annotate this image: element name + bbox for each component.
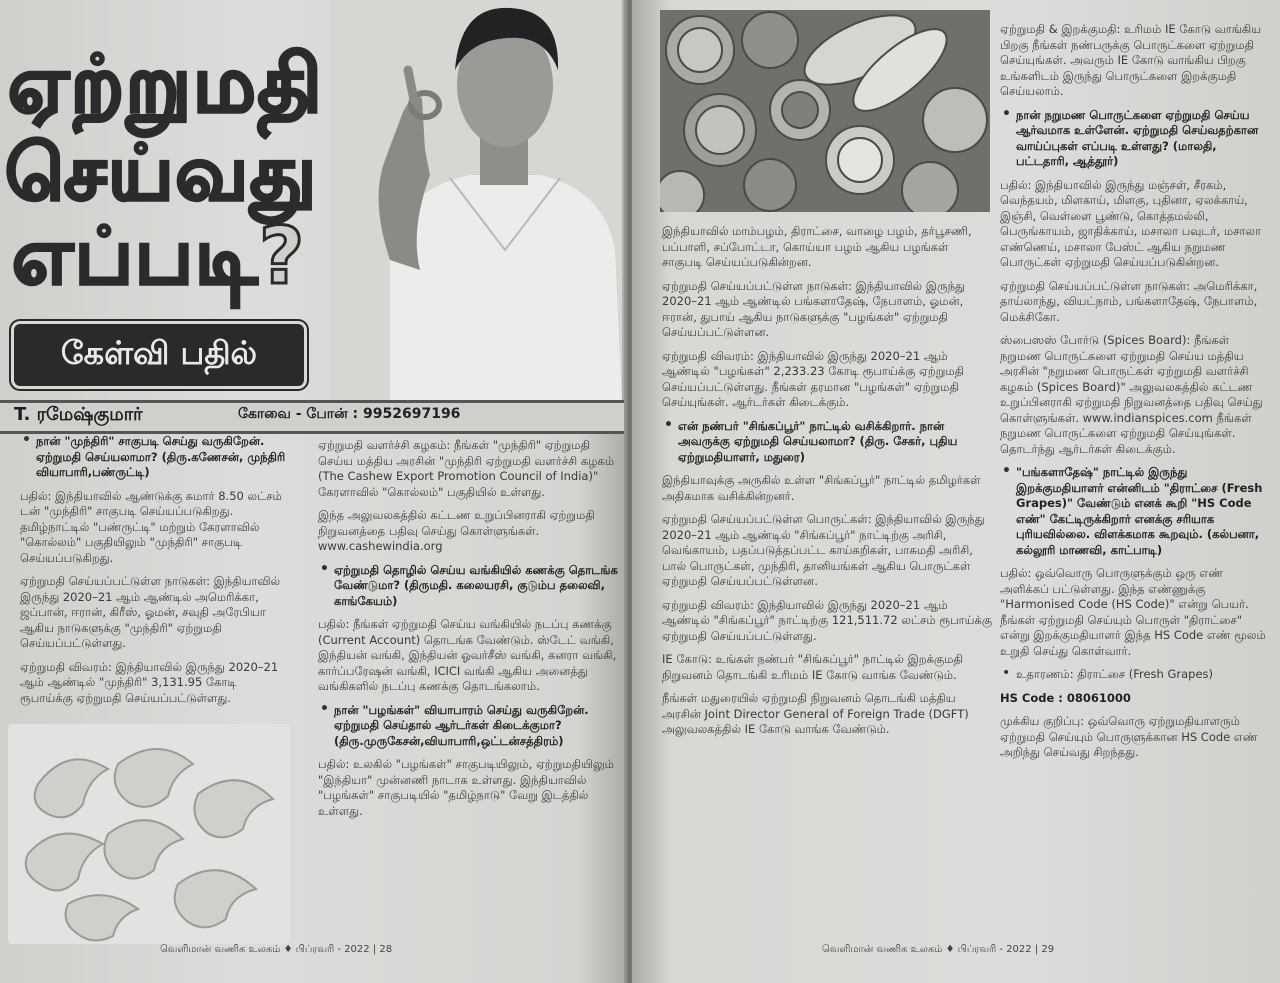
answer: பதில்: நீங்கள் ஏற்றுமதி செய்ய வங்கியில் நடப்பு கணக்கு (Current Account) தொடங்க வேண்டும். ஸ்டேட் வங்கி, இந்தியன் வங்கி, இந்தியன் ஓவர்சீஸ் வங்கி, கனரா வங்கி, கார்ப்பரேஷன் வங்கி, ICICI வங்கி ஆகிய அனைத்து வங்கிகளில் நடப்பு கணக்கு தொடங்கலாம். bbox=[318, 617, 617, 693]
paragraph: ஏற்றுமதி செய்யப்பட்டுள்ள நாடுகள்: அமெரிக்கா, தாய்லாந்து, வியட்நாம், பங்களாதேஷ், நேபாளம், மெக்சிகோ. bbox=[1000, 278, 1258, 324]
right-column-2 bbox=[1000, 22, 1272, 769]
left-column-1 bbox=[20, 434, 290, 714]
section-label bbox=[14, 324, 304, 386]
paragraph: ஏற்றுமதி செய்யப்பட்டுள்ள நாடுகள்: இந்தியாவில் இருந்து 2020–21 ஆம் ஆண்டில் பங்களாதேஷ், நேபாளம், ஓமன், ஈரான், துபாய் ஆகிய நாடுகளுக்கு "பழங்கள்" ஏற்றுமதி செய்யப்பட்டுள்ளன. bbox=[662, 278, 965, 339]
paragraph: ஏற்றுமதி விவரம்: இந்தியாவில் இருந்து 2020–21 ஆம் ஆண்டில் "சிங்கப்பூர்" நாட்டிற்கு 121,511.72 லட்சம் ரூபாய்க்கு ஏற்றுமதி செய்யப்பட்டுள்ளது. bbox=[662, 597, 993, 643]
paragraph: IE கோடு: உங்கள் நண்பர் "சிங்கப்பூர்" நாட்டில் இறக்குமதி நிறுவனம் தொடங்கி உரிமம் IE கோடு வாங்க வேண்டும். bbox=[662, 652, 963, 682]
author-name: T. ரமேஷ்குமார் bbox=[14, 404, 143, 425]
footer-month: பிப்ரவரி - 2022 bbox=[957, 944, 1032, 955]
footer-page-number: 29 bbox=[1041, 944, 1055, 955]
paragraph: ஏற்றுமதி & இறக்குமதி: உரிமம் IE கோடு வாங்கிய பிறகு நீங்கள் நண்பருக்கு பொருட்களை ஏற்றுமதி செய்யுங்கள். அவரும் IE கோடு வாங்கிய பிறகு உங்களிடம் இருந்து பொருட்களை இறக்குமதி செய்யலாம். bbox=[1000, 22, 1262, 98]
footer-magazine: வெளிமான் வணிக உலகம் bbox=[822, 944, 943, 955]
answer: பதில்: உலகில் "பழங்கள்" சாகுபடியிலும், ஏற்றுமதியிலும் "இந்தியா" முன்னணி நாடாக உள்ளது. இந்தியாவில் "பழங்கள்" சாகுபடியில் "தமிழ்நாடு" வேறு இடத்தில் உள்ளது. bbox=[318, 757, 614, 818]
footer-magazine: வெளிமான் வணிக உலகம் bbox=[160, 944, 281, 955]
example: • உதாரணம்: திராட்சை (Fresh Grapes) bbox=[1000, 667, 1272, 683]
right-footer: வெளிமான் வணிக உலகம் ♦ பிப்ரவரி - 2022 | 29 bbox=[822, 944, 1055, 955]
question: • நான் "பழங்கள்" வியாபாரம் செய்து வருகிறேன். ஏற்றுமதி செய்தால் ஆர்டர்கள் கிடைக்குமா? (திரு.முருகேசன்,வியாபாரி,ஒட்டன்சத்திரம்) bbox=[318, 703, 618, 750]
right-page bbox=[632, 0, 1280, 983]
question: • என் நண்பர் "சிங்கப்பூர்" நாட்டில் வசிக்கிறார். நான் அவருக்கு ஏற்றுமதி செய்யலாமா? (திரு. சேகர், புதிய ஏற்றுமதியாளர், மதுரை) bbox=[662, 419, 992, 466]
answer: பதில்: இந்தியாவில் ஆண்டுக்கு சுமார் 8.50 லட்சம் டன் "முந்திரி" சாகுபடி செய்யப்படுகிறது. தமிழ்நாட்டில் "பண்ருட்டி" மற்றும் கேரளாவில் "கொல்லம்" பகுதியிலும் "முந்திரி" சாகுபடி செய்யப்படுகிறது. bbox=[20, 488, 282, 565]
answer: பதில்: இந்தியாவில் இருந்து மஞ்சள், சீரகம், வெந்தயம், மிளகாய், மிளகு, புதினா, ஏலக்காய், இஞ்சி, வெள்ளை பூண்டு, கொத்தமல்லி, பெருங்காயம், ஜாதிக்காய், மசாலா பவுடர், மசாலா எண்ணெய், மசாலா பேஸ்ட் ஆகிய நறுமண பொருட்கள் ஏற்றுமதி செய்யப்படுகின்றன. bbox=[1000, 177, 1262, 269]
right-column-1 bbox=[662, 224, 992, 746]
left-page bbox=[0, 0, 628, 983]
left-column-2 bbox=[318, 438, 618, 827]
fruit-photo bbox=[660, 10, 990, 212]
headline-line-2: செய்வது bbox=[5, 128, 319, 217]
footer-month: பிப்ரவரி - 2022 bbox=[295, 944, 370, 955]
question: • ஏற்றுமதி தொழில் செய்ய வங்கியில் கணக்கு தொடங்க வேண்டுமா? (திருமதி. கலையரசி, குடும்ப தலைவி, காங்கேயம்) bbox=[318, 563, 618, 610]
footer-page-number: 28 bbox=[379, 944, 393, 955]
question: • நான் "முந்திரி" சாகுபடி செய்து வருகிறேன். ஏற்றுமதி செய்யலாமா? (திரு.கணேசன், முந்திரி வியாபாரி,பண்ருட்டி) bbox=[20, 434, 290, 481]
note: முக்கிய குறிப்பு: ஒவ்வொரு ஏற்றுமதியாளரும் ஏற்றுமதி செய்யும் பொருளுக்கான HS Code எண் அறிந்து செய்வது சிறந்தது. bbox=[1000, 714, 1258, 759]
answer: பதில்: ஒவ்வொரு பொருளுக்கும் ஒரு எண் அளிக்கப் பட்டுள்ளது. இந்த எண்ணுக்கு "Harmonised Code (HS Code)" என்று பெயர். நீங்கள் ஏற்றுமதி செய்யும் பொருள் "திராட்சை" என்று இறக்குமதியாளர் இந்த HS Code எண் மூலம் உறுதி செய்து கொள்வார். bbox=[1000, 566, 1266, 658]
headline-line-3: எப்படி? bbox=[12, 212, 307, 302]
cashew-photo bbox=[8, 724, 290, 944]
question: • நான் நறுமண பொருட்களை ஏற்றுமதி செய்ய ஆர்வமாக உள்ளேன். ஏற்றுமதி செய்வதற்கான வாய்ப்புகள் எப்படி உள்ளது? (மாலதி, பட்டதாரி, ஆத்தூர்) bbox=[1000, 108, 1272, 170]
hs-code: HS Code : 08061000 bbox=[1000, 690, 1131, 705]
author-contact: கோவை - போன் : 9952697196 bbox=[238, 406, 461, 422]
paragraph: ஏற்றுமதி விவரம்: இந்தியாவில் இருந்து 2020–21 ஆம் ஆண்டில் "முந்திரி" 3,131.95 கோடி ரூபாய்க்கு ஏற்றுமதி செய்யப்பட்டுள்ளது. bbox=[20, 659, 279, 705]
paragraph: ஏற்றுமதி விவரம்: இந்தியாவில் இருந்து 2020–21 ஆம் ஆண்டில் "பழங்கள்" 2,233.23 கோடி ரூபாய்க்கு ஏற்றுமதி செய்யப்பட்டுள்ளது. நீங்கள் தரமான "பழங்கள்" ஏற்றுமதி செய்யுங்கள். ஆர்டர்கள் கிடைக்கும். bbox=[662, 348, 965, 409]
paragraph: ஏற்றுமதி செய்யப்பட்டுள்ள பொருட்கள்: இந்தியாவில் இருந்து 2020–21 ஆம் ஆண்டில் "சிங்கப்பூர்" நாட்டிற்கு அரிசி, வெங்காயம், பதப்படுத்தப்பட்ட காய்கறிகள், பாசுமதி அரிசி, பால் பொருட்கள், முந்திரி, தானியங்கள் ஆகிய பொருட்கள் ஏற்றுமதி செய்யப்பட்டுள்ளன. bbox=[662, 512, 985, 588]
question: • "பங்களாதேஷ்" நாட்டில் இருந்து இறக்குமதியாளர் என்னிடம் "திராட்சை (Fresh Grapes)" வேண்டும் எனக் கூறி "HS Code எண்" கேட்டிருக்கிறார் எனக்கு சரியாக புரியவில்லை. விளக்கமாக கூறவும். (கல்பனா, கல்லூரி மாணவி, காட்பாடி) bbox=[1000, 465, 1272, 558]
paragraph: ஏற்றுமதி வளர்ச்சி கழகம்: நீங்கள் "முந்திரி" ஏற்றுமதி செய்ய மத்திய அரசின் "முந்திரி ஏற்றுமதி வளர்ச்சி கழகம் (The Cashew Export Promotion Council of India)" கேரளாவில் "கொல்லம்" பகுதியில் உள்ளது. bbox=[318, 438, 615, 499]
paragraph: ஸ்பைஸஸ் போர்டு (Spices Board): நீங்கள் நறுமண பொருட்களை ஏற்றுமதி செய்ய மத்திய அரசின் "நறுமண பொருட்கள் ஏற்றுமதி வளர்ச்சி கழகம் (Spices Board)" அலுவலகத்தில் கட்டண உறுப்பினராகி ஏற்றுமதி நிறுவனத்தை பதிவு செய்து கொள்ளுங்கள். www.indianspices.com நீங்கள் நறுமண பொருட்களை ஏற்றுமதி செய்யுங்கள். தொடர்ந்து ஆர்டர்கள் கிடைக்கும். bbox=[1000, 333, 1263, 456]
paragraph: இந்த அலுவலகத்தில் கட்டண உறுப்பினராகி ஏற்றுமதி நிறுவனத்தை பதிவு செய்து கொள்ளுங்கள். www.cashewindia.org bbox=[318, 508, 595, 553]
author-photo bbox=[330, 0, 622, 405]
left-footer: வெளிமான் வணிக உலகம் ♦ பிப்ரவரி - 2022 | 28 bbox=[160, 944, 393, 955]
section-label-text: கேள்வி பதில் bbox=[60, 334, 258, 372]
answer: இந்தியாவுக்கு அருகில் உள்ள "சிங்கப்பூர்" நாட்டில் தமிழர்கள் அதிகமாக வசிக்கின்றனர். bbox=[662, 473, 981, 503]
paragraph: இந்தியாவில் மாம்பழம், திராட்சை, வாழை பழம், தர்பூசணி, பப்பாளி, சப்போட்டா, கொய்யா பழம் ஆகிய பழங்கள் சாகுபடி செய்யப்படுகின்றன. bbox=[662, 224, 972, 269]
headline-line-1: ஏற்றுமதி bbox=[8, 40, 324, 130]
paragraph: நீங்கள் மதுரையில் ஏற்றுமதி நிறுவனம் தொடங்கி மத்திய அரசின் Joint Director General of Foreign Trade (DGFT) அலுவலகத்தில் IE கோடு வாங்க வேண்டும். bbox=[662, 691, 969, 736]
paragraph: ஏற்றுமதி செய்யப்பட்டுள்ள நாடுகள்: இந்தியாவில் இருந்து 2020–21 ஆம் ஆண்டில் அமெரிக்கா, ஜப்பான், ஈரான், கிரீஸ், ஓமன், சவுதி அரேபியா ஆகிய நாடுகளுக்கு "முந்திரி" ஏற்றுமதி செய்யப்பட்டுள்ளது. bbox=[20, 574, 281, 650]
